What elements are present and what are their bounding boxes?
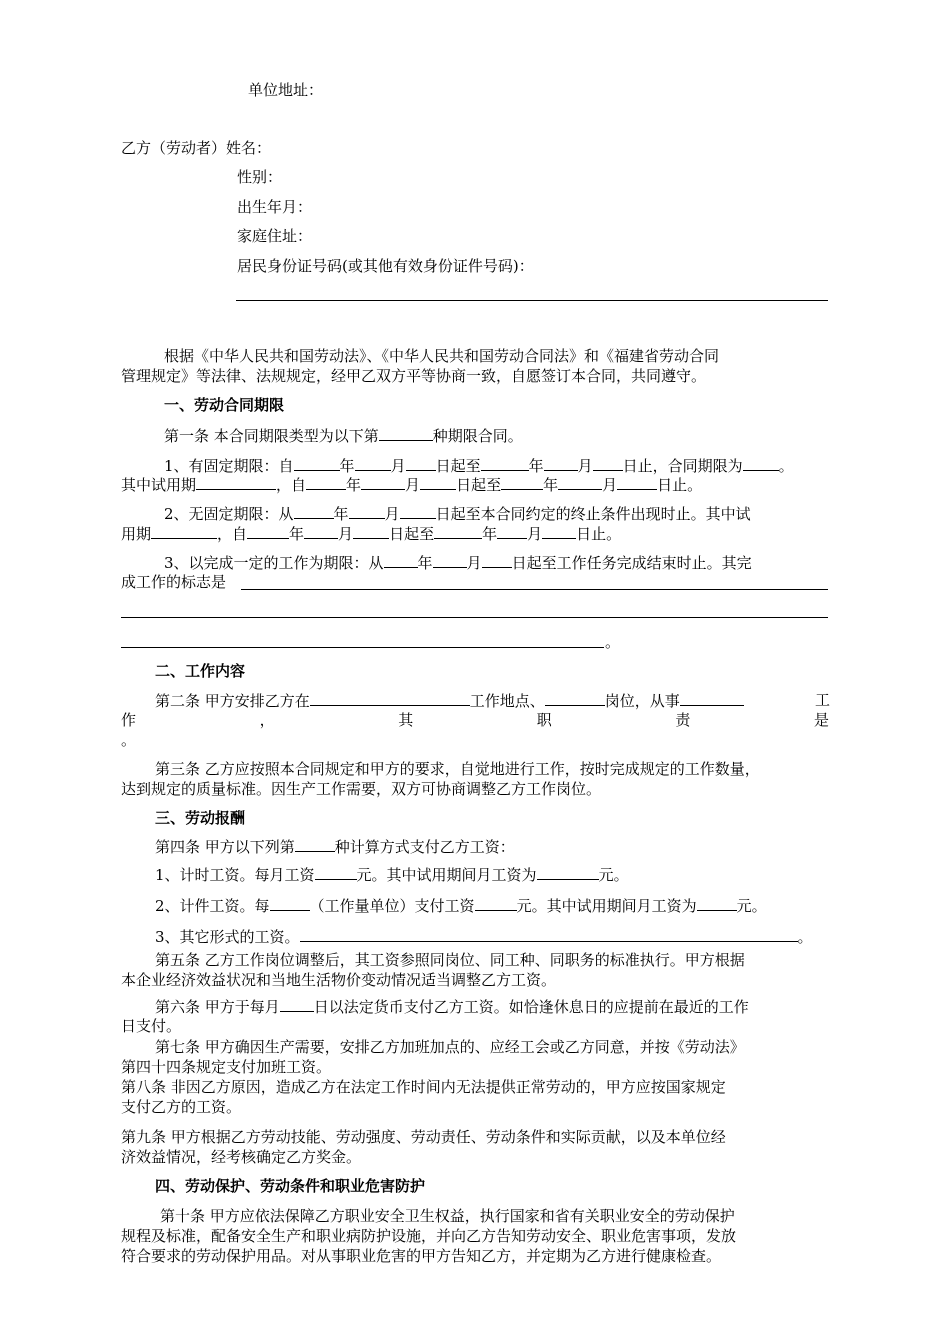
article-10-line-2: 规程及标准，配备安全生产和职业病防护设施，并向乙方告知劳动安全、职业危害事项，发放 (121, 1227, 737, 1245)
party-b-home-address-label: 家庭住址： (237, 227, 313, 245)
article-6-line-1: 第六条 甲方于每月 日以法定货币支付乙方工资。如恰逢休息日的应提前在最近的工作 (155, 998, 749, 1016)
article-8-line-2: 支付乙方的工资。 (121, 1098, 242, 1116)
article-5-line-1: 第五条 乙方工作岗位调整后，其工资参照同岗位、同工种、同职务的标准执行。甲方根据 (155, 951, 745, 969)
section-4-heading: 四、劳动保护、劳动条件和职业危害防护 (155, 1177, 426, 1195)
term-task-line-2: 成工作的标志是 (121, 573, 227, 591)
article-5-line-2: 本企业经济效益状况和当地生活物价变动情况适当调整乙方工资。 (121, 971, 557, 989)
task-mark-blank-2 (121, 617, 828, 618)
article-3-line-1: 第三条 乙方应按照本合同规定和甲方的要求，自觉地进行工作，按时完成规定的工作数量， (155, 760, 760, 778)
preamble-line-2: 管理规定》等法律、法规规定，经甲乙双方平等协商一致，自愿签订本合同，共同遵守。 (121, 367, 707, 385)
party-b-birth-label: 出生年月： (237, 198, 313, 216)
term-task-line-1: 3、以完成一定的工作为期限：从 年 月 日起至工作任务完成结束时止。其完 (164, 554, 752, 572)
id-number-blank (236, 300, 828, 301)
party-b-name-label: 乙方（劳动者）姓名： (121, 139, 272, 157)
article-7-line-1: 第七条 甲方确因生产需要，安排乙方加班加点的、应经工会或乙方同意，并按《劳动法》 (155, 1038, 745, 1056)
article-7-line-2: 第四十四条规定支付加班工资。 (121, 1058, 332, 1076)
task-mark-blank-1 (241, 589, 828, 590)
section-3-heading: 三、劳动报酬 (155, 809, 246, 827)
article-9-line-2: 济效益情况，经考核确定乙方奖金。 (121, 1148, 362, 1166)
wage-method-1: 1、计时工资。每月工资 元。其中试用期间月工资为 元。 (155, 866, 629, 884)
term-open-line-1: 2、无固定期限：从 年 月 日起至本合同约定的终止条件出现时止。其中试 (164, 505, 751, 523)
article-3-line-2: 达到规定的质量标准。因生产工作需要，双方可协商调整乙方工作岗位。 (121, 780, 602, 798)
party-b-id-label: 居民身份证号码(或其他有效身份证件号码)： (237, 257, 534, 275)
article-2-line-3: 。 (121, 731, 137, 749)
term-fixed-line-2: 其中试用期 ，自 年 月 日起至 年 月 日止。 (121, 476, 703, 494)
section-2-heading: 二、工作内容 (155, 662, 246, 680)
preamble-line-1: 根据《中华人民共和国劳动法》、《中华人民共和国劳动合同法》和《福建省劳动合同 (164, 347, 720, 365)
article-1: 第一条 本合同期限类型为以下第 种期限合同。 (164, 427, 523, 445)
section-1-heading: 一、劳动合同期限 (164, 396, 285, 414)
task-mark-end: 。 (605, 633, 621, 651)
article-2-line-2: 作 ， 其 职 责 是 (121, 711, 829, 729)
party-a-address-label: 单位地址： (248, 81, 324, 99)
article-9-line-1: 第九条 甲方根据乙方劳动技能、劳动强度、劳动责任、劳动条件和实际贡献，以及本单位经 (121, 1128, 726, 1146)
article-2-line-1: 第二条 甲方安排乙方在 工作地点、 岗位，从事 (155, 690, 744, 711)
article-10-line-1: 第十条 甲方应依法保障乙方职业安全卫生权益，执行国家和省有关职业安全的劳动保护 (160, 1207, 735, 1225)
task-mark-blank-3 (121, 647, 604, 648)
party-b-gender-label: 性别： (237, 168, 283, 186)
article-10-line-3: 符合要求的劳动保护用品。对从事职业危害的甲方告知乙方，并定期为乙方进行健康检查。 (121, 1247, 722, 1265)
article-8-line-1: 第八条 非因乙方原因，造成乙方在法定工作时间内无法提供正常劳动的，甲方应按国家规定 (121, 1078, 726, 1096)
term-fixed-line-1: 1、有固定期限：自 年 月 日起至 年 月 日止，合同期限为 。 (164, 457, 794, 475)
article-2-line-1-end: 工 (815, 691, 831, 709)
wage-method-3: 3、其它形式的工资。 。 (155, 928, 813, 946)
wage-method-2: 2、计件工资。每 （工作量单位）支付工资 元。其中试用期间月工资为 元。 (155, 897, 767, 915)
article-4: 第四条 甲方以下列第 种计算方式支付乙方工资： (155, 838, 515, 856)
term-open-line-2: 用期 ，自 年 月 日起至 年 月 日止。 (121, 525, 622, 543)
article-6-line-2: 日支付。 (121, 1017, 182, 1035)
